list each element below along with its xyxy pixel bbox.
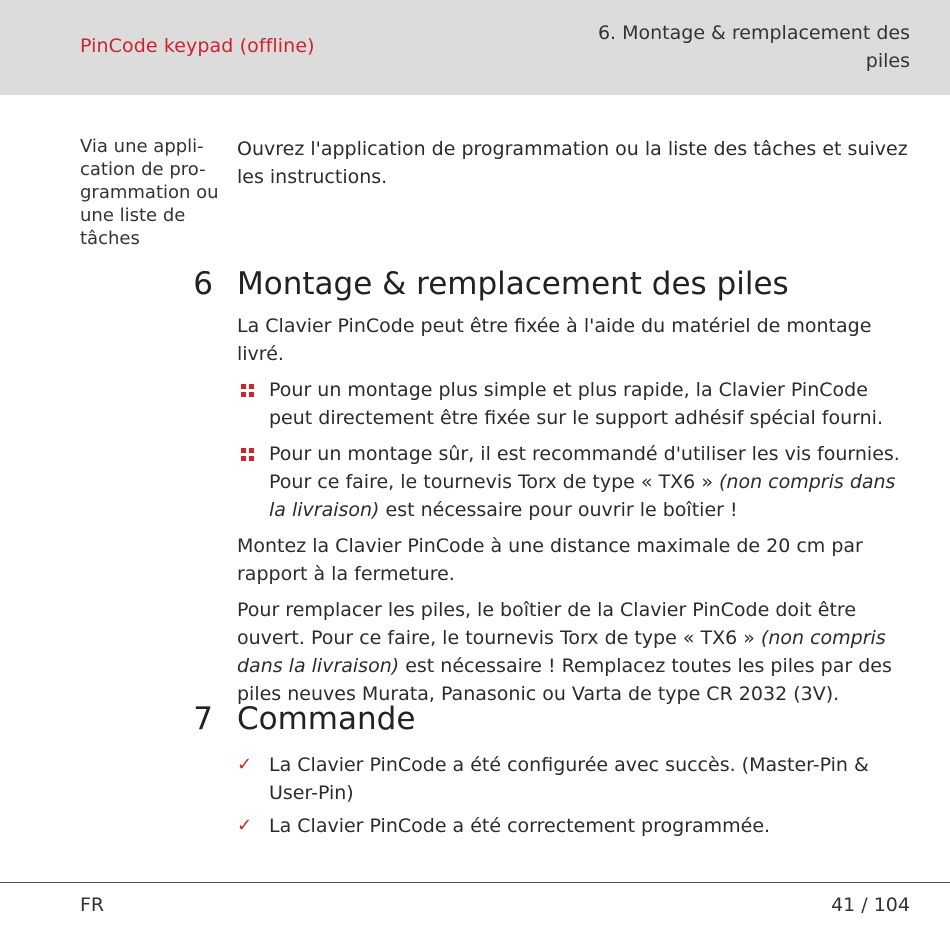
list-item	[237, 751, 917, 807]
check-text: La Clavier PinCode a été correctement programmée.	[269, 815, 771, 837]
section-7-checklist	[237, 751, 917, 845]
battery-paragraph	[237, 596, 917, 708]
section-6-body	[237, 312, 917, 716]
distance-paragraph: Montez la Clavier PinCode à une distance maximale de 20 cm par rapport à la fermeture.	[237, 535, 863, 585]
bullet-text: Pour un montage sûr, il est recommandé d'utiliser les vis fournies. Pour ce faire, le tournevis Torx de type « TX6 »	[269, 443, 900, 493]
footer-divider	[0, 882, 950, 883]
section-7-number: 7	[193, 701, 213, 737]
intro-paragraph: Ouvrez l'application de programmation ou la liste des tâches et suivez les instructions.	[237, 138, 908, 188]
chapter-title: 6. Montage & remplacement des piles	[597, 22, 910, 72]
page-number: 41 / 104	[831, 894, 910, 916]
bullet-item	[237, 440, 917, 524]
checkmark-icon: ✓	[237, 754, 253, 775]
checkmark-icon: ✓	[237, 815, 253, 836]
mounting-intro: La Clavier PinCode peut être fixée à l'aide du matériel de montage livré.	[237, 315, 872, 365]
bullet-text: est nécessaire pour ouvrir le boîtier !	[379, 499, 738, 521]
battery-text: est nécessaire ! Remplacez toutes les piles par des piles neuves Murata, Panasonic ou Varta de type CR 2032 (3V).	[237, 655, 892, 705]
section-6-title: Montage & remplacement des piles	[237, 266, 789, 302]
page-header	[0, 0, 950, 95]
bullet-text: Pour un montage plus simple et plus rapide, la Clavier PinCode peut directement être fixée sur le support adhésif spécial fourni.	[269, 379, 883, 429]
bullet-text-italic: (non compris dans la livraison)	[269, 471, 896, 521]
list-item	[237, 812, 917, 840]
red-square-grid-icon	[241, 384, 254, 397]
battery-text: Pour remplacer les piles, le boîtier de la Clavier PinCode doit être ouvert. Pour ce faire, le tournevis Torx de type « TX6 »	[237, 599, 857, 649]
section-7-title: Commande	[237, 701, 416, 737]
product-name: PinCode keypad (offline)	[80, 35, 315, 57]
section-6-number: 6	[193, 266, 213, 302]
red-square-grid-icon	[241, 448, 254, 461]
bullet-item	[237, 376, 917, 432]
footer-language: FR	[80, 894, 105, 916]
sidebar-note: Via une appli-cation de pro-grammation ou une liste de tâches	[80, 136, 219, 249]
battery-text-italic: (non compris dans la livraison)	[237, 627, 886, 677]
check-text: La Clavier PinCode a été configurée avec succès. (Master-Pin & User-Pin)	[269, 754, 869, 804]
